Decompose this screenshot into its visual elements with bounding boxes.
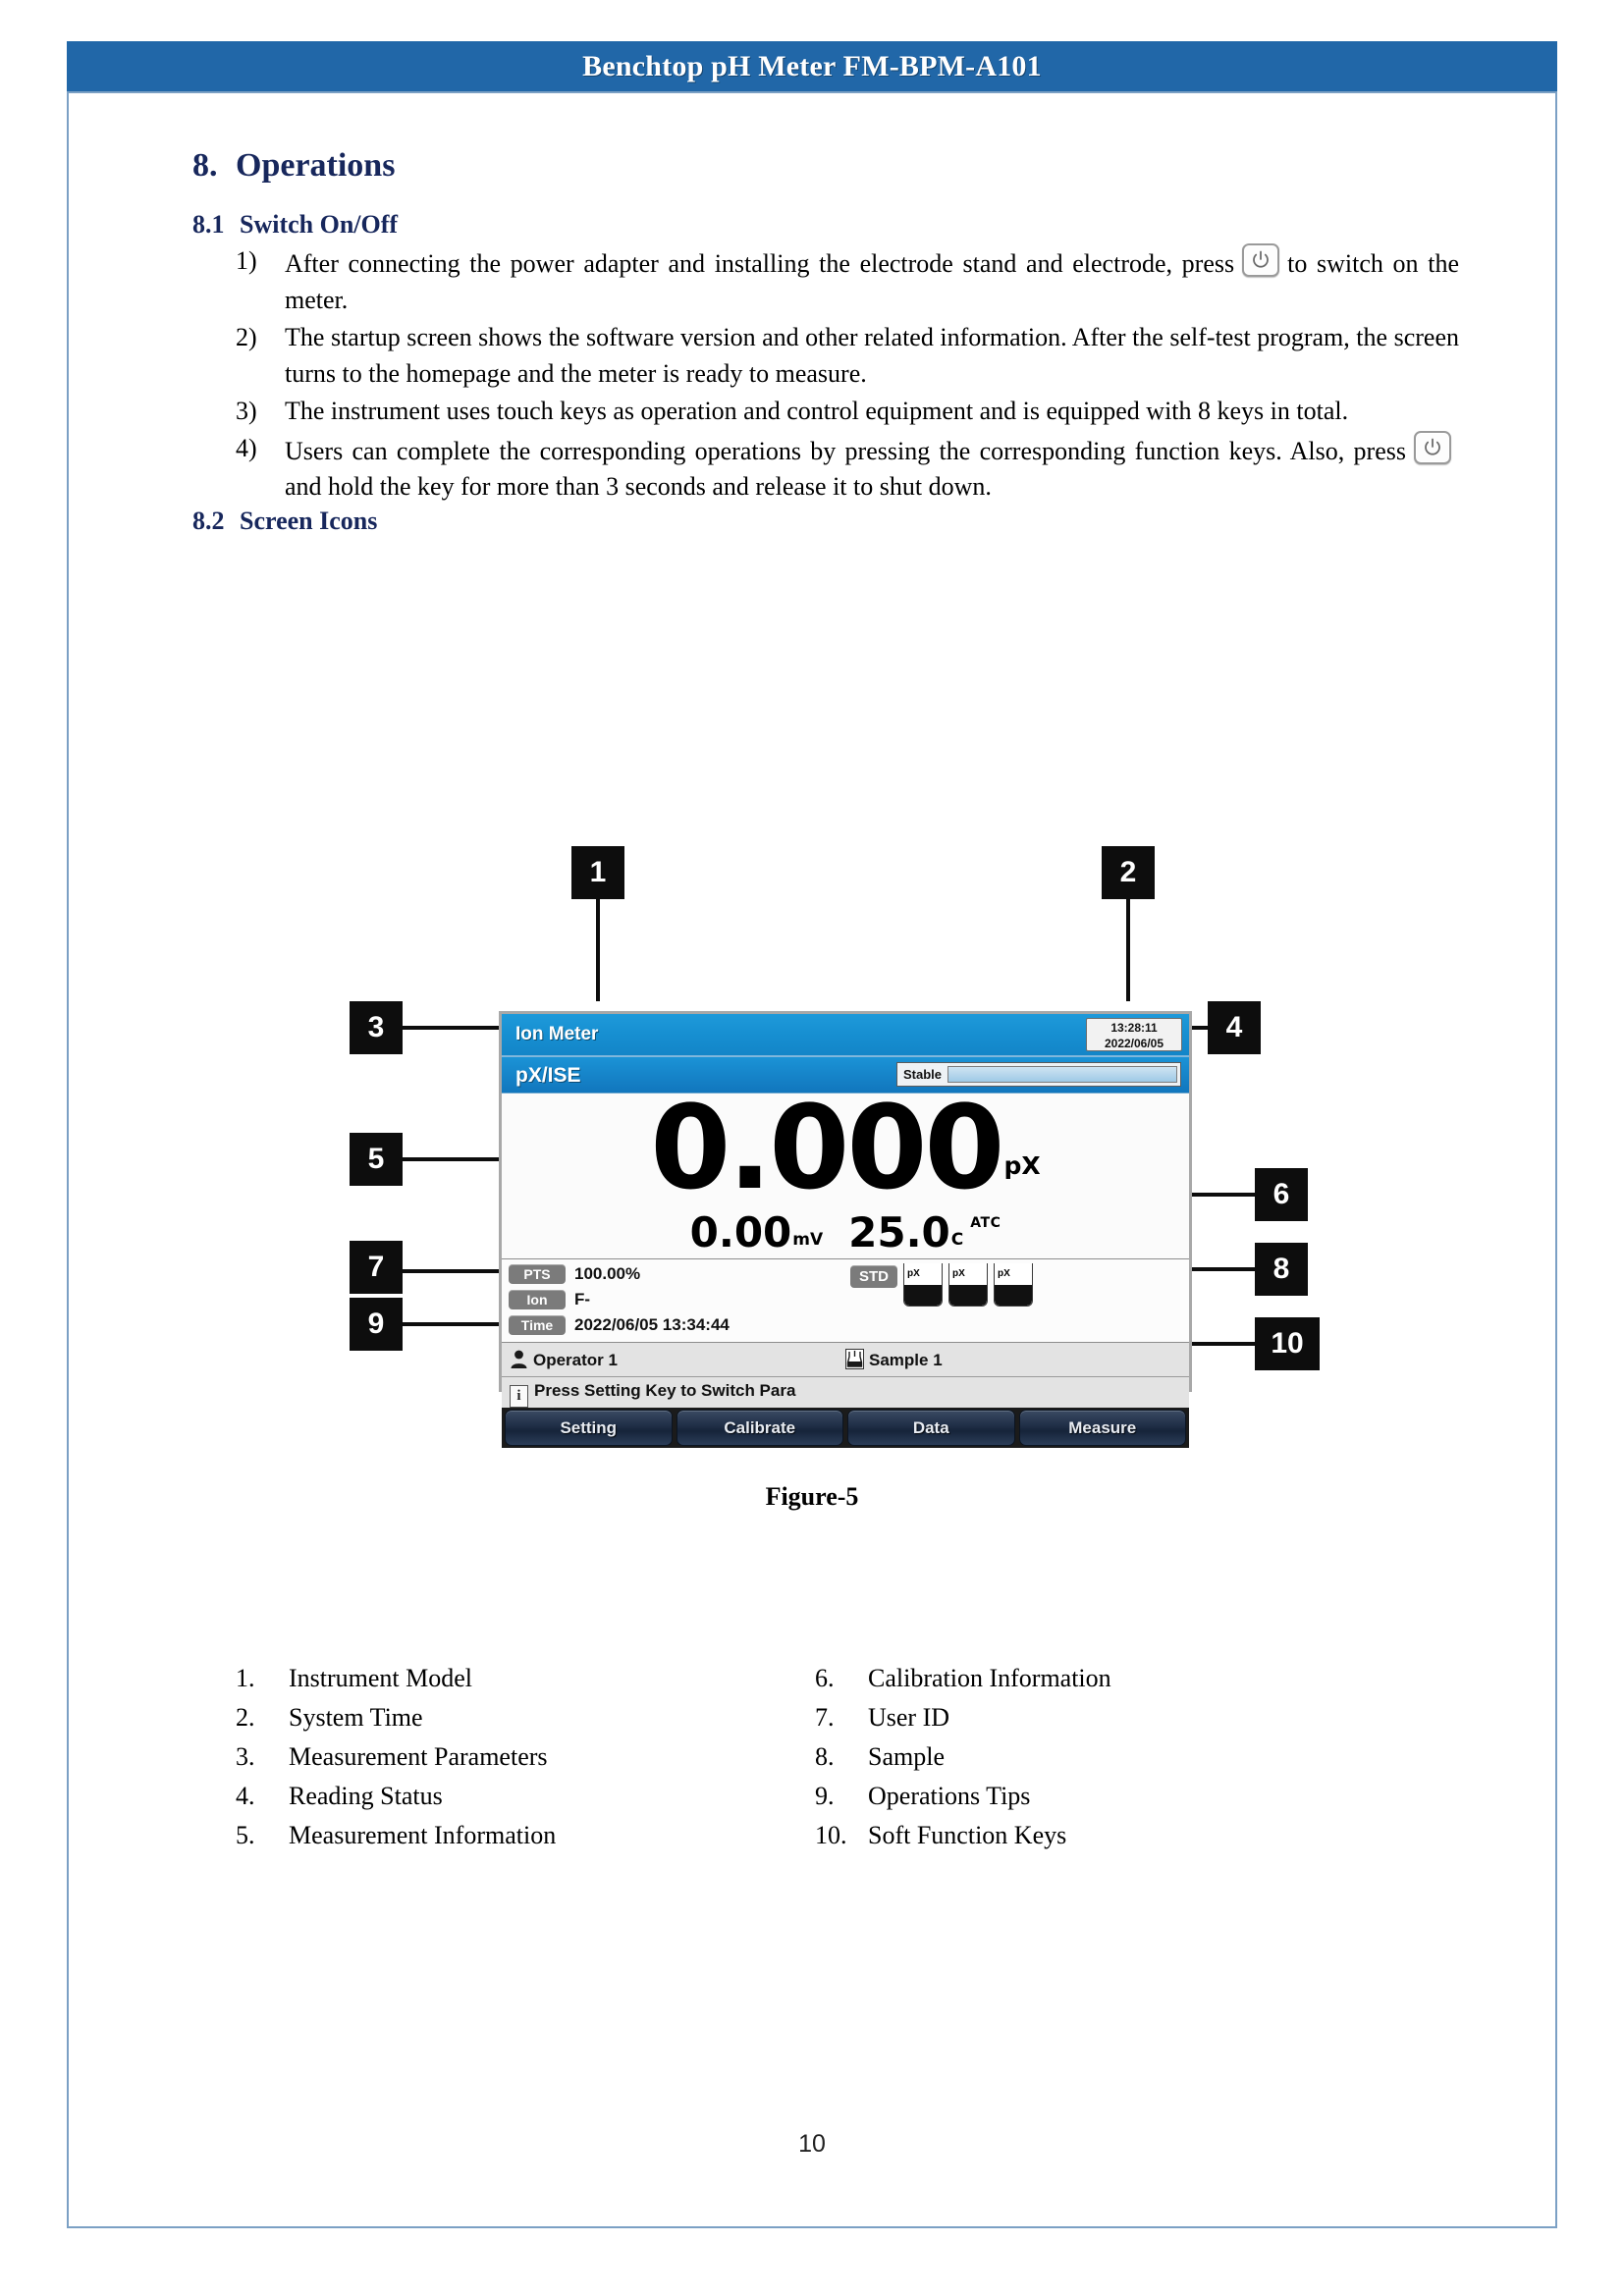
callout-5: 5 [350,1133,403,1186]
time-row [509,1315,730,1335]
time-value: 2022/06/05 13:34:44 [574,1315,730,1334]
legend-number: 6. [815,1664,835,1692]
system-date-value: 2022/06/05 [1104,1037,1164,1050]
legend-label: Measurement Information [289,1821,557,1849]
callout-10-leader [1184,1342,1257,1346]
mv-unit: mV [792,1230,824,1250]
beaker-fill [995,1285,1032,1306]
secondary-readings [502,1208,1189,1256]
callout-2-leader [1126,899,1130,1001]
subsection-number-8-2: 8.2 [192,507,225,536]
legend-number: 4. [236,1782,255,1810]
callout-8: 8 [1255,1243,1308,1296]
step-marker: 4) [236,433,257,462]
callout-5-leader [403,1157,507,1161]
operations-tips-row [502,1377,1189,1408]
step-marker: 3) [236,396,257,425]
legend-column-left [236,1659,815,1855]
section-number: 8. [192,147,218,184]
callout-7-leader [403,1269,507,1273]
meter-screen [499,1011,1192,1437]
calibration-information [850,1263,1033,1307]
subsection-heading-8-1 [192,210,1459,240]
legend-item [815,1777,1394,1816]
pts-row [509,1264,640,1284]
step-item [236,320,1459,393]
beaker-unit: pX [952,1268,965,1279]
legend-label: System Time [289,1703,423,1732]
section-heading [192,147,1459,185]
legend-label: Instrument Model [289,1664,473,1692]
user-sample-row [502,1343,1189,1377]
legend-number: 8. [815,1742,835,1771]
legend-number: 2. [236,1703,255,1732]
user-icon [510,1349,528,1369]
legend-number: 7. [815,1703,835,1732]
step-text-after: and hold the key for more than 3 seconds and release it to shut down. [285,472,992,502]
legend-item [236,1777,815,1816]
callout-3-leader [403,1026,507,1030]
legend-column-right [815,1659,1394,1855]
legend-label: Reading Status [289,1782,443,1810]
callout-10: 10 [1255,1317,1320,1370]
ion-value: F- [574,1290,591,1308]
figure-caption: Figure-5 [765,1482,859,1511]
page-content [192,147,1459,540]
calibration-beaker-icon [994,1263,1033,1307]
pts-value: 100.00% [574,1264,641,1283]
system-time-box [1086,1018,1182,1051]
callout-6-leader [1184,1193,1257,1197]
step-item [236,431,1459,507]
legend-item [815,1816,1394,1855]
main-reading [502,1080,1189,1215]
step-item [236,243,1459,319]
beaker-fill [904,1285,942,1306]
callout-7: 7 [350,1241,403,1294]
sample-item [845,1349,943,1370]
legend-label: Sample [868,1742,945,1771]
callout-9: 9 [350,1298,403,1351]
time-tag: Time [509,1315,566,1335]
beaker-unit: pX [907,1268,920,1279]
soft-key-measure[interactable]: Measure [1019,1410,1187,1446]
soft-function-keys [502,1408,1189,1448]
legend-label: User ID [868,1703,950,1732]
legend-item [815,1698,1394,1737]
power-key-icon [1414,431,1451,464]
subsection-heading-8-2 [192,507,1459,536]
operations-tip-label: Press Setting Key to Switch Para [534,1381,796,1400]
temperature-value: 25.0 [848,1208,950,1256]
legend-number: 9. [815,1782,835,1810]
step-marker: 1) [236,246,257,275]
subsection-number-8-1: 8.1 [192,210,225,239]
legend-label: Calibration Information [868,1664,1111,1692]
legend-item [236,1659,815,1698]
legend-item [236,1737,815,1777]
std-tag: STD [850,1265,897,1288]
subsection-title-8-2: Screen Icons [240,507,378,536]
callout-8-leader [1184,1267,1257,1271]
legend-number: 10. [815,1821,847,1849]
figure-5-diagram [0,844,1624,1551]
callout-3: 3 [350,1001,403,1054]
measurement-readout [502,1080,1189,1259]
step-marker: 2) [236,322,257,351]
legend-number: 1. [236,1664,255,1692]
callout-9-leader [403,1322,507,1326]
soft-key-setting[interactable]: Setting [505,1410,673,1446]
callout-6: 6 [1255,1168,1308,1221]
atc-label: ATC [970,1215,1001,1231]
step-text-before: Users can complete the corresponding operations by pressing the corresponding function keys. Also, press [285,436,1406,465]
soft-key-data[interactable]: Data [847,1410,1015,1446]
sample-icon [845,1349,864,1369]
reading-status-label: Stable [903,1067,943,1082]
calibration-beaker-icon [948,1263,988,1307]
ion-tag: Ion [509,1290,566,1309]
callout-2: 2 [1102,846,1155,899]
measurement-parameter-label: pX/ISE [515,1064,581,1087]
legend-label: Operations Tips [868,1782,1031,1810]
main-reading-unit: pX [1003,1151,1041,1180]
legend-item [236,1816,815,1855]
step-item [236,394,1459,430]
calibration-beaker-icon [903,1263,943,1307]
main-reading-value: 0.000 [650,1080,1002,1215]
legend-label: Soft Function Keys [868,1821,1067,1849]
step-text-after: to switch on the meter. [285,249,1459,314]
page-number: 10 [798,2130,826,2158]
mv-value: 0.00 [689,1208,792,1256]
legend-item [815,1737,1394,1777]
beaker-unit: pX [998,1268,1010,1279]
document-title: Benchtop pH Meter FM-BPM-A101 [582,50,1042,82]
screen-titlebar [502,1014,1189,1057]
temperature-unit: C [950,1230,964,1250]
power-key-icon [1242,243,1279,277]
info-icon: i [510,1385,528,1408]
callout-1: 1 [571,846,624,899]
legend-label: Measurement Parameters [289,1742,548,1771]
ion-row [509,1290,590,1309]
user-id-item [510,1349,618,1370]
step-text: The instrument uses touch keys as operation and control equipment and is equipped with 8 keys in total. [285,396,1349,425]
operations-tip [510,1381,795,1408]
switch-on-off-steps [192,243,1459,506]
beaker-fill [949,1285,987,1306]
sample-label: Sample 1 [869,1351,943,1369]
figure-legend [236,1659,1394,1855]
system-time-value: 13:28:11 [1110,1021,1158,1035]
step-text: The startup screen shows the software version and other related information. After the self-test program, the screen turns to the homepage and the meter is ready to measure. [285,322,1459,388]
callout-1-leader [596,899,600,1001]
legend-number: 5. [236,1821,255,1849]
callout-4: 4 [1208,1001,1261,1054]
measurement-information-panel [502,1259,1189,1343]
document-header-band [67,41,1557,92]
soft-key-calibrate[interactable]: Calibrate [677,1410,844,1446]
user-id-label: Operator 1 [533,1351,618,1369]
legend-number: 3. [236,1742,255,1771]
instrument-model-label: Ion Meter [515,1024,599,1044]
section-title-text: Operations [236,147,396,184]
legend-item [815,1659,1394,1698]
subsection-title-8-1: Switch On/Off [240,210,399,239]
legend-item [236,1698,815,1737]
step-text-before: After connecting the power adapter and installing the electrode stand and electrode, press [285,249,1235,278]
pts-tag: PTS [509,1264,566,1284]
